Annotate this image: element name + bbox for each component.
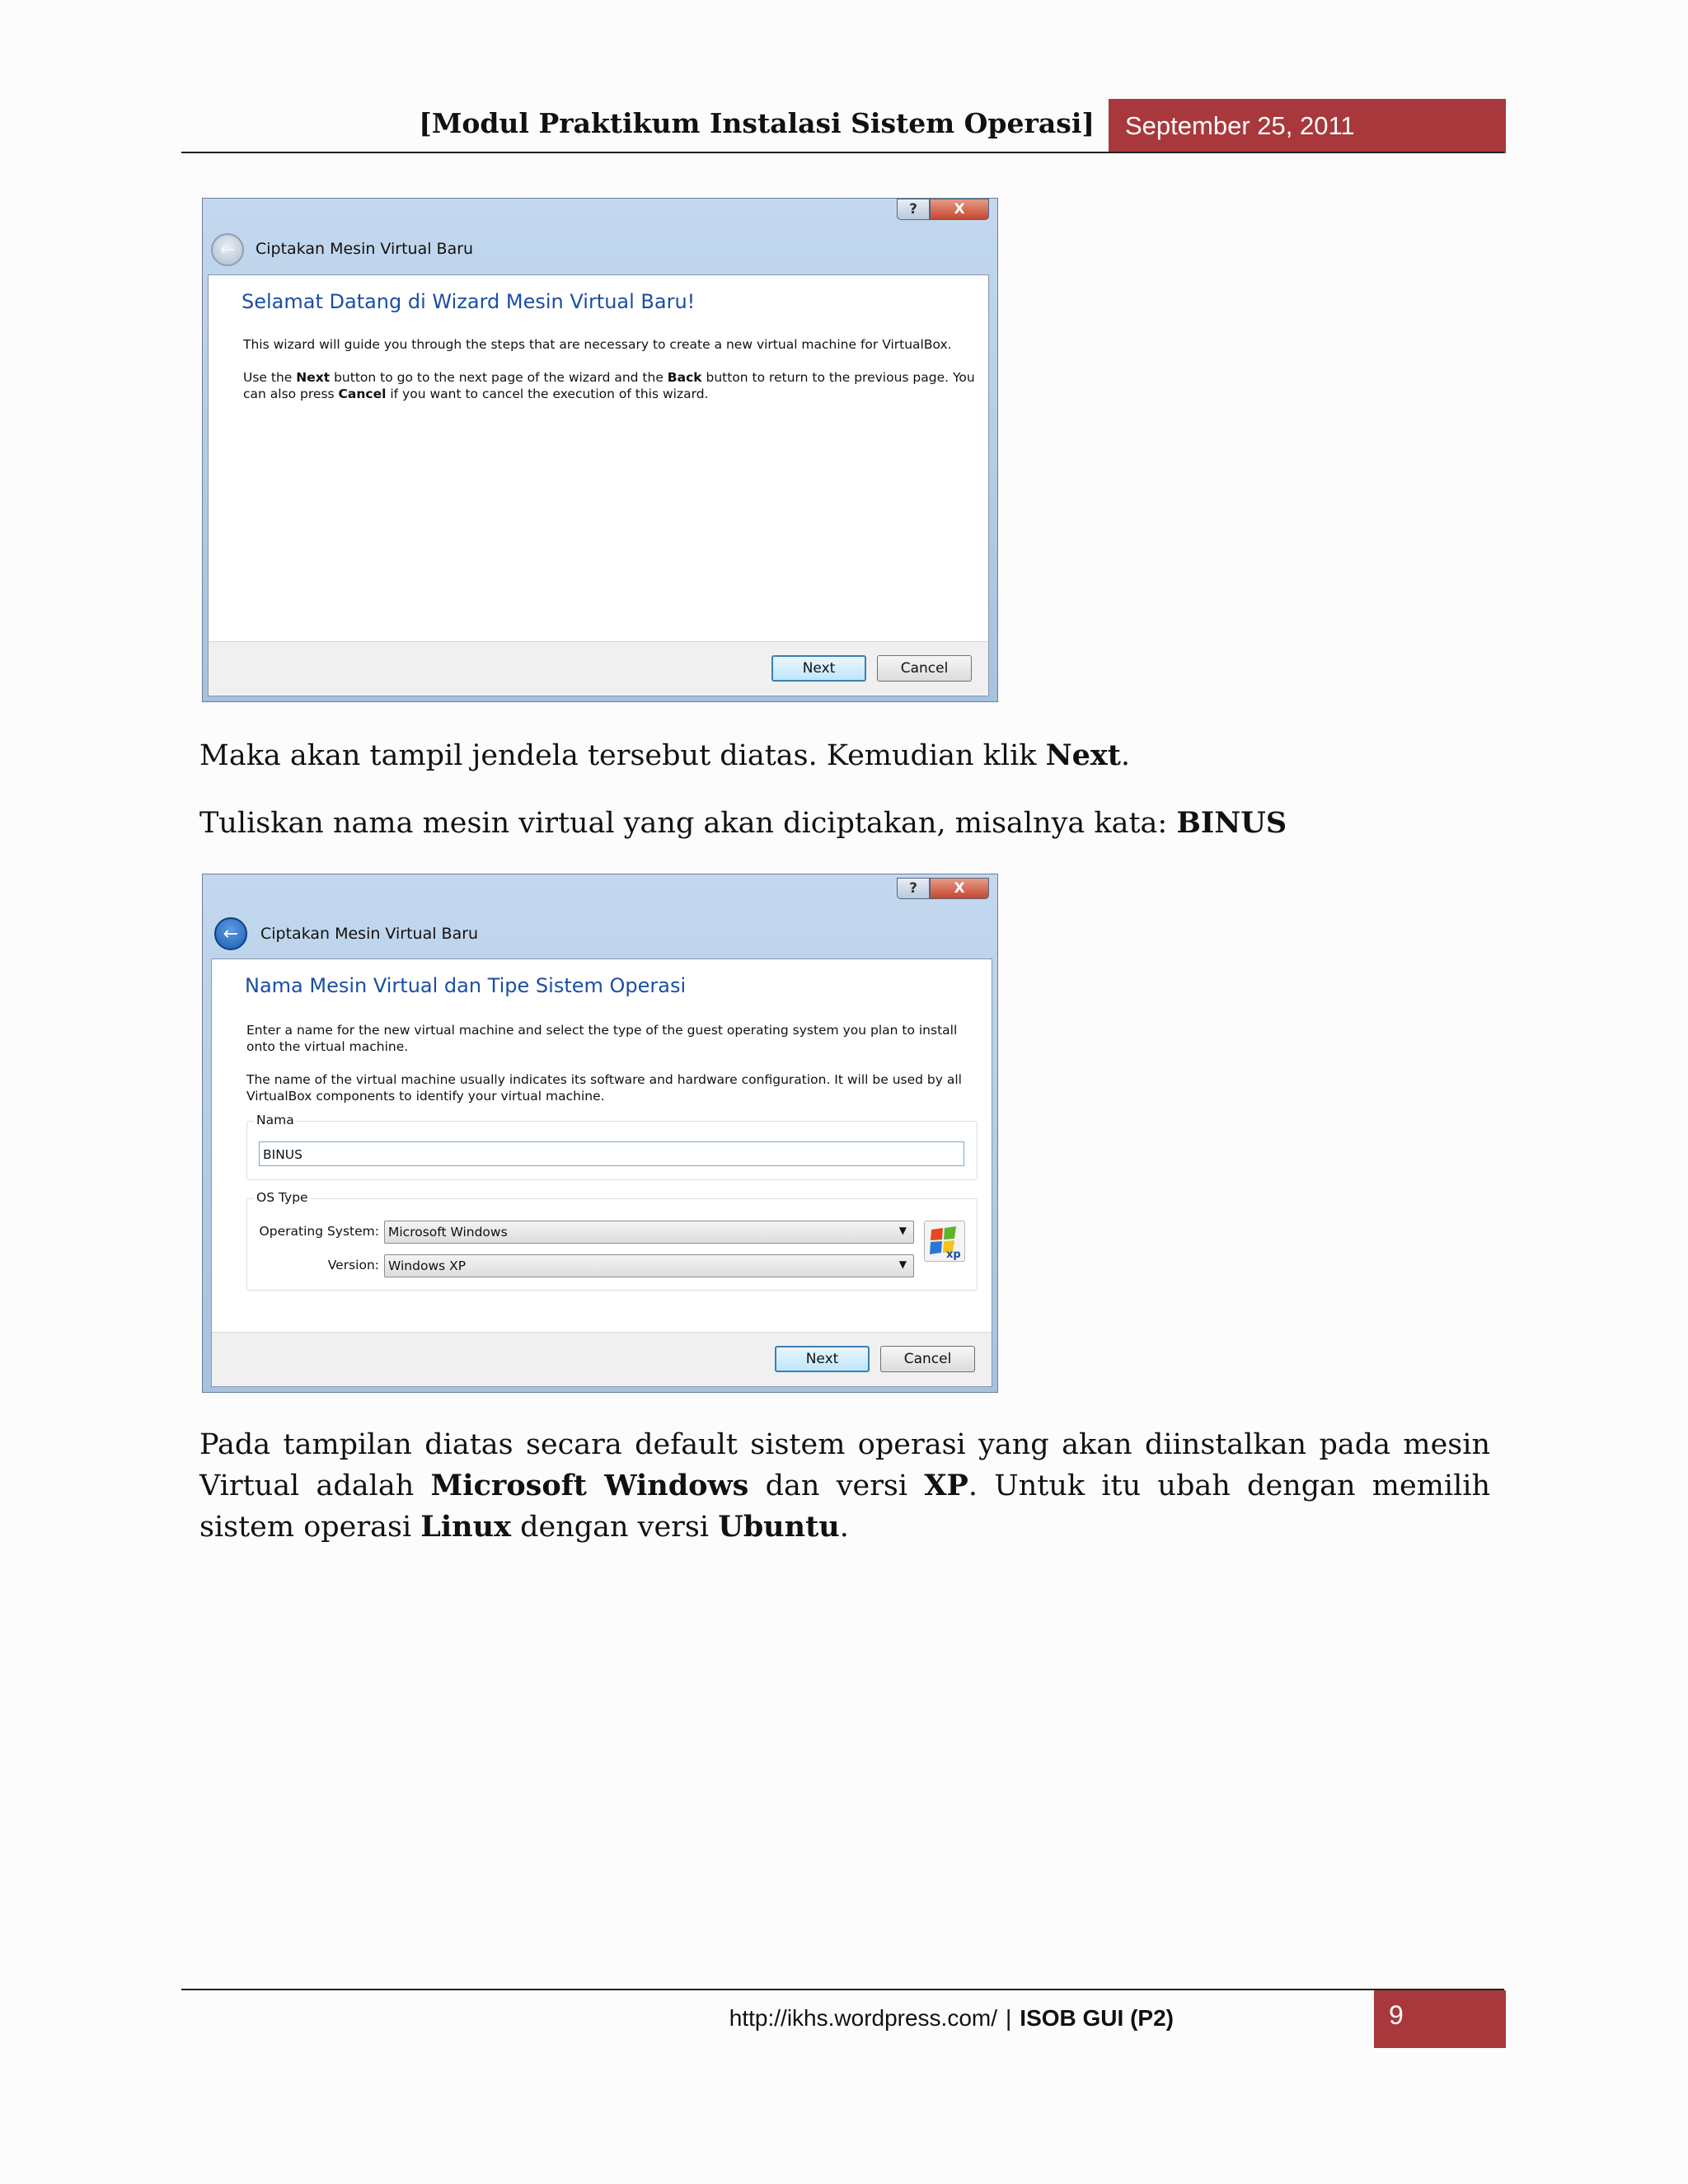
window-controls bbox=[897, 878, 989, 899]
cancel-button[interactable]: Cancel bbox=[880, 1346, 975, 1372]
name-explanation-text: The name of the virtual machine usually indicates its software and hardware configuration. It will be used by all VirtualBox components to identify your virtual machine. bbox=[246, 1072, 962, 1104]
next-button[interactable]: Next bbox=[771, 655, 866, 682]
footer-label: ISOB GUI (P2) bbox=[1020, 2005, 1174, 2031]
close-button[interactable]: X bbox=[930, 878, 989, 899]
page-number-badge: 9 bbox=[1374, 1990, 1506, 2048]
os-type-group-label: OS Type bbox=[254, 1190, 311, 1205]
chevron-down-icon: ▼ bbox=[898, 1258, 907, 1270]
page-heading: Nama Mesin Virtual dan Tipe Sistem Operasi bbox=[245, 974, 687, 997]
paragraph-change-os: Pada tampilan diatas secara default sistem operasi yang akan diinstalkan pada mesin Virtual adalah Microsoft Windows dan versi XP. Untuk itu ubah dengan memilih sistem operasi Linux dengan versi Ubuntu. bbox=[199, 1428, 1491, 1544]
close-button[interactable]: X bbox=[930, 199, 989, 220]
svg-text:xp: xp bbox=[946, 1249, 961, 1261]
wizard-page bbox=[208, 274, 989, 696]
wizard-page bbox=[211, 958, 992, 1387]
help-button[interactable]: ? bbox=[897, 199, 930, 220]
document-header-title: [Modul Praktikum Instalasi Sistem Operasi] bbox=[419, 107, 1095, 139]
wizard-screenshot-welcome bbox=[202, 198, 998, 702]
window-title: Ciptakan Mesin Virtual Baru bbox=[260, 925, 479, 943]
page-heading: Selamat Datang di Wizard Mesin Virtual Baru! bbox=[241, 290, 696, 313]
intro-text: Enter a name for the new virtual machine and select the type of the guest operating system you plan to install onto the virtual machine. bbox=[246, 1023, 958, 1054]
button-bar bbox=[212, 1332, 992, 1386]
header-rule bbox=[181, 152, 1504, 153]
intro-text: This wizard will guide you through the steps that are necessary to create a new virtual machine for VirtualBox. bbox=[243, 337, 952, 352]
paragraph-enter-name: Tuliskan nama mesin virtual yang akan diciptakan, misalnya kata: BINUS bbox=[199, 806, 1287, 840]
version-label: Version: bbox=[327, 1258, 379, 1272]
name-group bbox=[246, 1113, 978, 1180]
window-controls bbox=[897, 199, 989, 220]
back-arrow-icon[interactable]: ← bbox=[211, 233, 244, 266]
footer-separator: | bbox=[1006, 2005, 1012, 2031]
wizard-screenshot-name-ostype bbox=[202, 874, 998, 1393]
operating-system-label: Operating System: bbox=[259, 1224, 379, 1239]
button-bar bbox=[209, 641, 988, 696]
next-button[interactable]: Next bbox=[775, 1346, 870, 1372]
windows-xp-logo-icon bbox=[924, 1221, 965, 1262]
chevron-down-icon: ▼ bbox=[898, 1225, 907, 1236]
footer-url[interactable]: http://ikhs.wordpress.com/ bbox=[729, 2005, 998, 2031]
cancel-button[interactable]: Cancel bbox=[877, 655, 972, 682]
window-title: Ciptakan Mesin Virtual Baru bbox=[256, 240, 474, 258]
name-group-label: Nama bbox=[254, 1113, 297, 1127]
help-button[interactable]: ? bbox=[897, 878, 930, 899]
os-type-group bbox=[246, 1190, 978, 1291]
footer-text bbox=[729, 2005, 1174, 2032]
operating-system-select[interactable]: Microsoft Windows ▼ bbox=[384, 1221, 914, 1244]
header-date-badge: September 25, 2011 bbox=[1109, 99, 1506, 153]
instructions-text: Use the Next button to go to the next page of the wizard and the Back button to return to the previous page. You can also press Cancel if you want to cancel the execution of this wizard. bbox=[243, 370, 975, 401]
footer-rule bbox=[181, 1989, 1504, 1990]
vm-name-input[interactable]: BINUS bbox=[259, 1141, 964, 1166]
paragraph-click-next: Maka akan tampil jendela tersebut diatas. Kemudian klik Next. bbox=[199, 738, 1131, 772]
version-select[interactable]: Windows XP ▼ bbox=[384, 1254, 914, 1277]
back-arrow-icon[interactable]: ← bbox=[214, 917, 247, 950]
